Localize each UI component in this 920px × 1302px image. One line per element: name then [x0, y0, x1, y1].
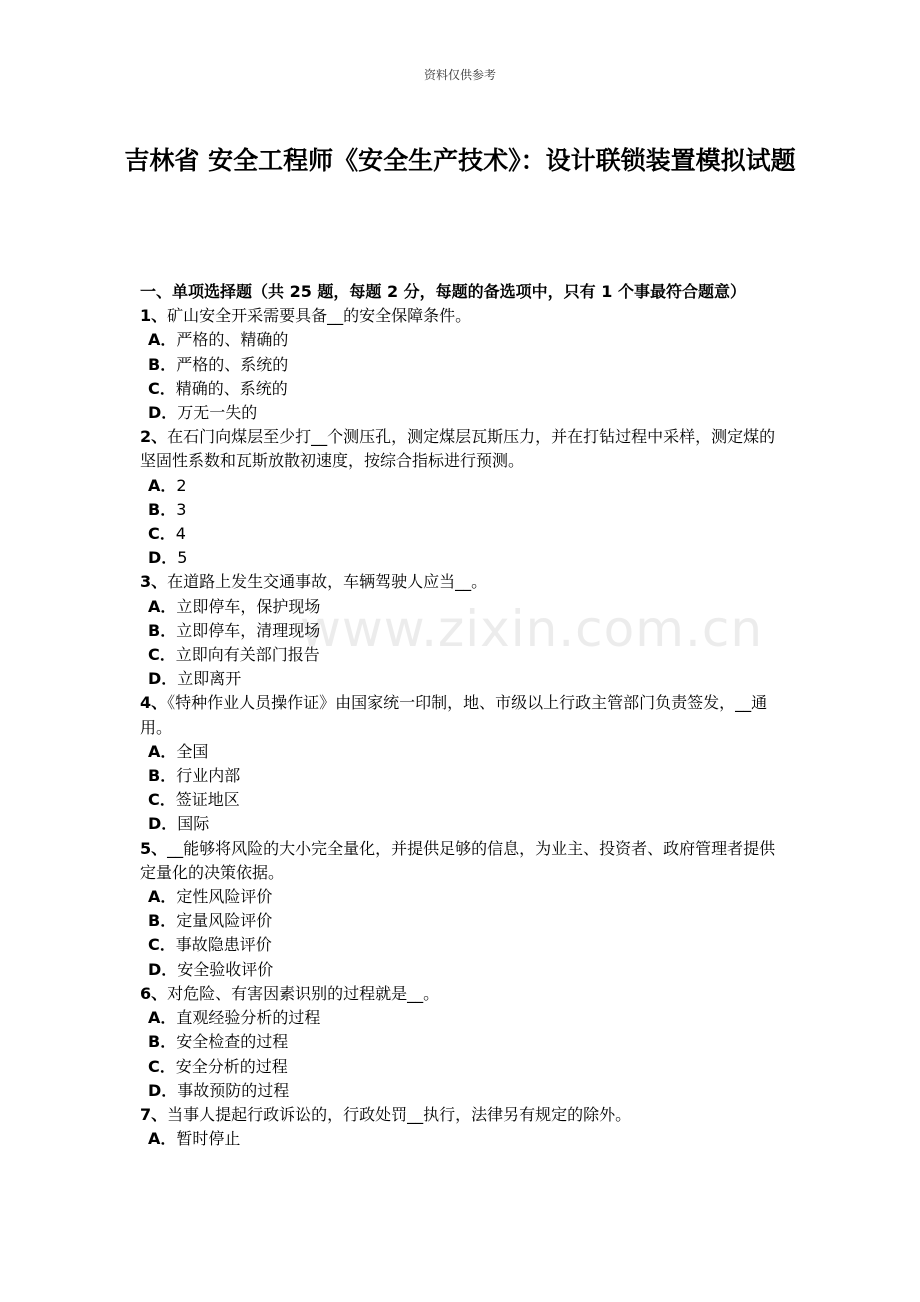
option-text: 严格的、精确的	[176, 330, 289, 350]
question-5	[140, 837, 790, 885]
question-number: 2、	[140, 427, 168, 447]
question-number: 3、	[140, 572, 168, 592]
option-item	[140, 474, 790, 498]
option-text: 立即向有关部门报告	[175, 645, 320, 665]
option-letter: C．	[148, 524, 176, 544]
option-item	[140, 353, 790, 377]
question-2	[140, 425, 790, 473]
question-text: 对危险、有害因素识别的过程就是__。	[167, 983, 440, 1003]
option-item	[140, 643, 790, 667]
option-letter: B．	[148, 620, 177, 640]
option-text: 定量风险评价	[176, 911, 273, 931]
option-text: 暂时停止	[176, 1129, 241, 1149]
option-text: 2	[176, 475, 187, 495]
option-text: 立即停车，保护现场	[176, 596, 321, 616]
option-item	[140, 498, 790, 522]
option-text: 精确的、系统的	[175, 378, 288, 398]
option-letter: C．	[148, 790, 176, 810]
question-number: 4、	[140, 693, 168, 713]
option-letter: D．	[148, 959, 178, 979]
option-letter: A．	[148, 1129, 177, 1149]
option-item	[140, 1006, 790, 1030]
question-1	[140, 304, 790, 328]
option-text: 直观经验分析的过程	[176, 1008, 321, 1028]
option-letter: C．	[148, 935, 176, 955]
option-item	[140, 1055, 790, 1079]
option-item	[140, 401, 790, 425]
question-text: 在道路上发生交通事故，车辆驾驶人应当__。	[167, 572, 488, 592]
option-item	[140, 595, 790, 619]
question-6	[140, 982, 790, 1006]
question-text: 《特种作业人员操作证》由国家统一印制，地、市级以上行政主管部门负责签发，__通用。	[140, 693, 768, 737]
option-letter: B．	[148, 1032, 177, 1052]
option-item	[140, 740, 790, 764]
header-note: 资料仅供参考	[423, 68, 496, 82]
option-text: 定性风险评价	[176, 887, 273, 907]
option-text: 立即离开	[177, 669, 242, 689]
option-letter: D．	[148, 1080, 178, 1100]
option-item	[140, 885, 790, 909]
question-list	[140, 280, 790, 1151]
option-item	[140, 788, 790, 812]
option-text: 安全检查的过程	[176, 1032, 289, 1052]
option-text: 事故隐患评价	[175, 935, 272, 955]
option-text: 3	[176, 499, 187, 519]
option-letter: A．	[148, 741, 177, 761]
option-letter: B．	[148, 911, 177, 931]
option-text: 签证地区	[175, 790, 240, 810]
question-7	[140, 1103, 790, 1127]
option-letter: A．	[148, 887, 177, 907]
option-text: 事故预防的过程	[177, 1080, 290, 1100]
option-item	[140, 933, 790, 957]
option-item	[140, 546, 790, 570]
option-letter: C．	[148, 378, 176, 398]
question-text: 当事人提起行政诉讼的，行政处罚__执行，法律另有规定的除外。	[167, 1104, 632, 1124]
option-item	[140, 764, 790, 788]
option-letter: A．	[148, 596, 177, 616]
option-letter: B．	[148, 766, 177, 786]
option-item	[140, 667, 790, 691]
option-text: 万无一失的	[177, 403, 258, 423]
option-letter: A．	[148, 475, 177, 495]
option-text: 国际	[177, 814, 210, 834]
question-3	[140, 570, 790, 594]
option-letter: D．	[148, 403, 178, 423]
question-text: 矿山安全开采需要具备__的安全保障条件。	[167, 306, 472, 326]
question-number: 6、	[140, 983, 168, 1003]
question-number: 5、	[140, 838, 168, 858]
question-number: 7、	[140, 1104, 168, 1124]
option-text: 立即停车，清理现场	[176, 620, 321, 640]
option-letter: D．	[148, 814, 178, 834]
option-item	[140, 1127, 790, 1151]
option-letter: B．	[148, 354, 177, 374]
option-text: 安全验收评价	[177, 959, 274, 979]
option-text: 行业内部	[176, 766, 241, 786]
option-letter: C．	[148, 645, 176, 665]
option-letter: B．	[148, 499, 177, 519]
option-letter: D．	[148, 669, 178, 689]
option-item	[140, 328, 790, 352]
option-text: 严格的、系统的	[176, 354, 289, 374]
question-text: 在石门向煤层至少打__个测压孔，测定煤层瓦斯压力，并在打钻过程中采样，测定煤的坚固性系数和瓦斯放散初速度，按综合指标进行预测。	[140, 427, 776, 471]
watermark-text: www.zixin.com.cn	[300, 600, 764, 658]
option-item	[140, 377, 790, 401]
question-text: __能够将风险的大小完全量化，并提供足够的信息，为业主、投资者、政府管理者提供定量化的决策依据。	[140, 838, 776, 882]
option-item	[140, 909, 790, 933]
option-item	[140, 1030, 790, 1054]
question-number: 1、	[140, 306, 168, 326]
option-item	[140, 812, 790, 836]
section-heading: 一、单项选择题（共 25 题，每题 2 分，每题的备选项中，只有 1 个事最符合题意）	[140, 282, 746, 301]
option-item	[140, 958, 790, 982]
option-text: 全国	[176, 741, 209, 761]
option-letter: A．	[148, 330, 177, 350]
option-text: 5	[177, 548, 188, 568]
option-item	[140, 1079, 790, 1103]
option-letter: C．	[148, 1056, 176, 1076]
option-letter: A．	[148, 1008, 177, 1028]
page-title: 吉林省 安全工程师《安全生产技术》：设计联锁装置模拟试题	[124, 146, 796, 175]
option-text: 4	[175, 524, 186, 544]
option-text: 安全分析的过程	[175, 1056, 288, 1076]
option-item	[140, 522, 790, 546]
option-item	[140, 619, 790, 643]
option-letter: D．	[148, 548, 178, 568]
question-4	[140, 691, 790, 739]
